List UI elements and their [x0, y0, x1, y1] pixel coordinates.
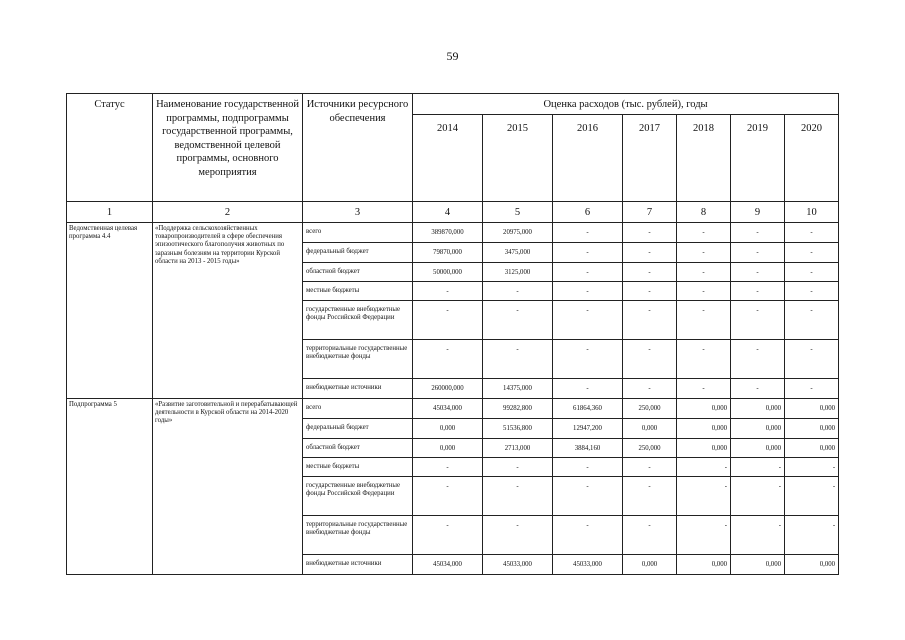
value-cell: - [785, 516, 839, 555]
value-cell: - [677, 223, 731, 243]
value-cell: - [623, 340, 677, 379]
value-cell: - [677, 301, 731, 340]
value-cell: - [553, 477, 623, 516]
value-cell: - [483, 516, 553, 555]
header-estimate: Оценка расходов (тыс. рублей), годы [413, 94, 839, 115]
source-cell: федеральный бюджет [303, 243, 413, 263]
value-cell: - [623, 282, 677, 301]
budget-table [66, 93, 839, 575]
value-cell: 250,000 [623, 439, 677, 458]
header-status: Статус [67, 94, 153, 202]
value-cell: - [785, 477, 839, 516]
value-cell: - [623, 477, 677, 516]
value-cell: - [677, 379, 731, 399]
value-cell: - [483, 458, 553, 477]
value-cell: 0,000 [785, 439, 839, 458]
value-cell: - [623, 301, 677, 340]
value-cell: 14375,000 [483, 379, 553, 399]
column-number: 10 [785, 202, 839, 223]
value-cell: 45034,000 [413, 555, 483, 575]
header-name: Наименование государственной программы, подпрограммы государственной программы, ведомственной целевой программы, основного мероприятия [153, 94, 303, 202]
value-cell: 51536,800 [483, 419, 553, 439]
value-cell: - [553, 458, 623, 477]
column-number: 3 [303, 202, 413, 223]
page-number: 59 [446, 49, 459, 63]
source-cell: всего [303, 223, 413, 243]
value-cell: 0,000 [677, 399, 731, 419]
value-cell: - [677, 516, 731, 555]
value-cell: - [731, 301, 785, 340]
value-cell: 0,000 [785, 399, 839, 419]
value-cell: - [785, 301, 839, 340]
value-cell: 0,000 [731, 419, 785, 439]
value-cell: 0,000 [731, 399, 785, 419]
program-name-cell: «Поддержка сельскохозяйственных товаропроизводителей в сфере обеспечения эпизоотического благополучия животных по заразным болезням на территории Курской области на 2013 - 2015 годы» [153, 223, 303, 399]
value-cell: - [785, 243, 839, 263]
value-cell: 0,000 [623, 555, 677, 575]
value-cell: 50000,000 [413, 263, 483, 282]
column-number: 8 [677, 202, 731, 223]
value-cell: - [731, 458, 785, 477]
source-cell: внебюджетные источники [303, 555, 413, 575]
value-cell: 20975,000 [483, 223, 553, 243]
value-cell: - [785, 340, 839, 379]
value-cell: - [413, 477, 483, 516]
value-cell: - [785, 379, 839, 399]
column-number: 2 [153, 202, 303, 223]
value-cell: 0,000 [413, 419, 483, 439]
source-cell: всего [303, 399, 413, 419]
value-cell: - [623, 263, 677, 282]
value-cell: 0,000 [623, 419, 677, 439]
value-cell: - [677, 458, 731, 477]
value-cell: - [731, 340, 785, 379]
value-cell: 79870,000 [413, 243, 483, 263]
value-cell: 3884,160 [553, 439, 623, 458]
program-name-cell: «Развитие заготовительной и перерабатывающей деятельности в Курской области на 2014-2020 годы» [153, 399, 303, 575]
value-cell: - [623, 516, 677, 555]
status-cell: Подпрограмма 5 [67, 399, 153, 575]
value-cell: - [483, 477, 553, 516]
column-number: 9 [731, 202, 785, 223]
value-cell: 61864,360 [553, 399, 623, 419]
header-year: 2017 [623, 115, 677, 202]
value-cell: - [785, 282, 839, 301]
value-cell: - [553, 379, 623, 399]
source-cell: областной бюджет [303, 263, 413, 282]
value-cell: 12947,200 [553, 419, 623, 439]
source-cell: местные бюджеты [303, 458, 413, 477]
value-cell: 99282,800 [483, 399, 553, 419]
value-cell: - [731, 379, 785, 399]
value-cell: 250,000 [623, 399, 677, 419]
value-cell: - [623, 243, 677, 263]
value-cell: 3475,000 [483, 243, 553, 263]
value-cell: - [731, 263, 785, 282]
value-cell: 0,000 [677, 439, 731, 458]
status-cell: Ведомственная целевая программа 4.4 [67, 223, 153, 399]
value-cell: - [413, 301, 483, 340]
header-year: 2018 [677, 115, 731, 202]
value-cell: - [677, 243, 731, 263]
value-cell: - [785, 458, 839, 477]
value-cell: - [553, 223, 623, 243]
source-cell: местные бюджеты [303, 282, 413, 301]
column-number: 6 [553, 202, 623, 223]
value-cell: - [731, 243, 785, 263]
value-cell: - [623, 458, 677, 477]
value-cell: 0,000 [731, 439, 785, 458]
value-cell: - [677, 477, 731, 516]
source-cell: федеральный бюджет [303, 419, 413, 439]
value-cell: - [785, 223, 839, 243]
value-cell: - [731, 223, 785, 243]
value-cell: 45034,000 [413, 399, 483, 419]
table-row [67, 399, 839, 419]
header-year: 2014 [413, 115, 483, 202]
column-number: 7 [623, 202, 677, 223]
value-cell: - [483, 340, 553, 379]
source-cell: областной бюджет [303, 439, 413, 458]
header-year: 2016 [553, 115, 623, 202]
value-cell: - [623, 379, 677, 399]
value-cell: - [553, 263, 623, 282]
table-row [67, 223, 839, 243]
source-cell: государственные внебюджетные фонды Российской Федерации [303, 301, 413, 340]
value-cell: - [731, 516, 785, 555]
value-cell: 260000,000 [413, 379, 483, 399]
value-cell: 2713,000 [483, 439, 553, 458]
value-cell: - [483, 282, 553, 301]
value-cell: 0,000 [785, 419, 839, 439]
header-sources: Источники ресурсного обеспечения [303, 94, 413, 202]
value-cell: 45033,000 [553, 555, 623, 575]
column-number: 1 [67, 202, 153, 223]
value-cell: - [553, 282, 623, 301]
value-cell: 45033,000 [483, 555, 553, 575]
value-cell: - [413, 340, 483, 379]
value-cell: - [553, 340, 623, 379]
source-cell: территориальные государственные внебюджетные фонды [303, 340, 413, 379]
header-year: 2020 [785, 115, 839, 202]
value-cell: 0,000 [677, 555, 731, 575]
value-cell: - [677, 263, 731, 282]
value-cell: - [413, 282, 483, 301]
value-cell: - [785, 263, 839, 282]
header-year: 2015 [483, 115, 553, 202]
value-cell: 0,000 [413, 439, 483, 458]
column-number: 4 [413, 202, 483, 223]
value-cell: - [677, 340, 731, 379]
value-cell: 0,000 [731, 555, 785, 575]
value-cell: - [553, 243, 623, 263]
source-cell: государственные внебюджетные фонды Российской Федерации [303, 477, 413, 516]
header-year: 2019 [731, 115, 785, 202]
value-cell: 0,000 [677, 419, 731, 439]
column-number: 5 [483, 202, 553, 223]
source-cell: территориальные государственные внебюджетные фонды [303, 516, 413, 555]
value-cell: - [677, 282, 731, 301]
value-cell: - [731, 282, 785, 301]
value-cell: - [731, 477, 785, 516]
value-cell: - [413, 458, 483, 477]
value-cell: - [413, 516, 483, 555]
value-cell: 389870,000 [413, 223, 483, 243]
value-cell: 3125,000 [483, 263, 553, 282]
value-cell: - [553, 301, 623, 340]
table-body [67, 223, 839, 575]
value-cell: 0,000 [785, 555, 839, 575]
value-cell: - [553, 516, 623, 555]
value-cell: - [483, 301, 553, 340]
value-cell: - [623, 223, 677, 243]
source-cell: внебюджетные источники [303, 379, 413, 399]
